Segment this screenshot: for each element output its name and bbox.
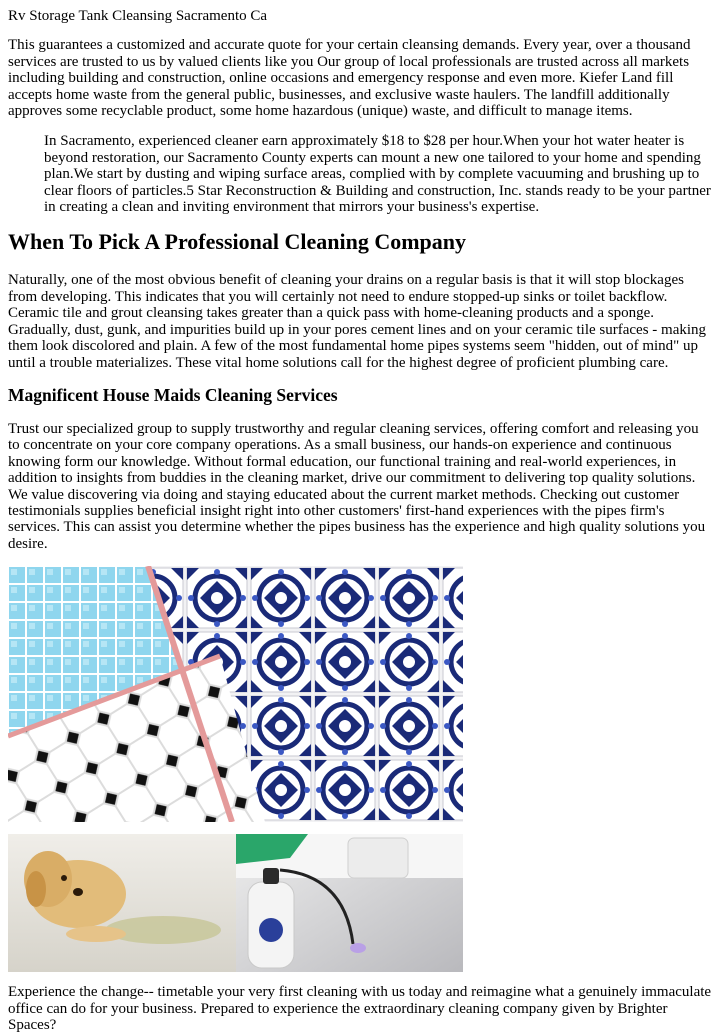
page-title: Rv Storage Tank Cleansing Sacramento Ca: [8, 8, 268, 24]
tile-collage-image: [8, 566, 713, 822]
paragraph-closing: Experience the change-- timetable your very first cleaning with us today and reimagine what a genuinely immaculate office can do for your business. Prepared to experience the extraordinary cleaning company given by Brighter Spaces?: [8, 984, 712, 1033]
paragraph-trust: Trust our specialized group to supply trustworthy and regular cleaning services, offering comfort and releasing you to concentrate on your core company operations. As a small business, our hands-on experience and continuous knowing form our knowledge. Without formal education, our functional training and real-world experiences, in addition to insights from buddies in the cleaning market, drive our commitment to delivering top quality solutions. We value discovering via doing and staying educated about the current market methods. Checking out customer testimonials supplies beneficial insight right into other customers' first-hand experiences with the pipes firm's services. This can assist you determine whether the pipes business has the experience and high quality solutions you desire.: [8, 420, 706, 552]
paragraph-drains: Naturally, one of the most obvious benefit of cleaning your drains on a regular basis is that it will stop blockages from developing. This indicates that you will certainly not need to endure stopped-up sinks or toilet backflow. Ceramic tile and grout cleansing takes greater than a quick pass with home-cleaning products and a sponge. Gradually, dust, gunk, and impurities build up in your pores cement lines and on your ceramic tile surfaces - making them look discolored and plain. A few of the most fundamental home pipes systems seem "hidden, out of mind" up until a trouble materializes. These vital home solutions call for the highest degree of proficient plumbing care.: [8, 272, 707, 371]
section-heading-house-maids: Magnificent House Maids Cleaning Services: [8, 384, 338, 405]
section-heading-professional-cleaning: When To Pick A Professional Cleaning Company: [8, 229, 467, 255]
quote-block: In Sacramento, experienced cleaner earn approximately $18 to $28 per hour.When your hot water heater is beyond restoration, our Sacramento County experts can mount a new one tailored to your home and spending plan.We start by dusting and wiping surface areas, complied with by complete vacuuming and brushing up to clear floors of particles.5 Star Reconstruction & Building and construction, Inc. stands ready to be your partner in creating a clean and inviting environment that mirrors your business's expertise.: [44, 133, 711, 216]
intro-paragraph: This guarantees a customized and accurate quote for your certain cleansing demands. Every year, over a thousand services are trusted to us by valued clients like you Our group of local professionals are trusted across all markets including building and construction, online occasions and emergency response and even more. Kiefer Land fill accepts home waste from the general public, businesses, and exclusive waste haulers. The landfill additionally approves some recyclable product, some home hazardous (unique) waste, and difficult to manage items.: [8, 37, 691, 120]
cleaning-service-image: [8, 834, 713, 972]
